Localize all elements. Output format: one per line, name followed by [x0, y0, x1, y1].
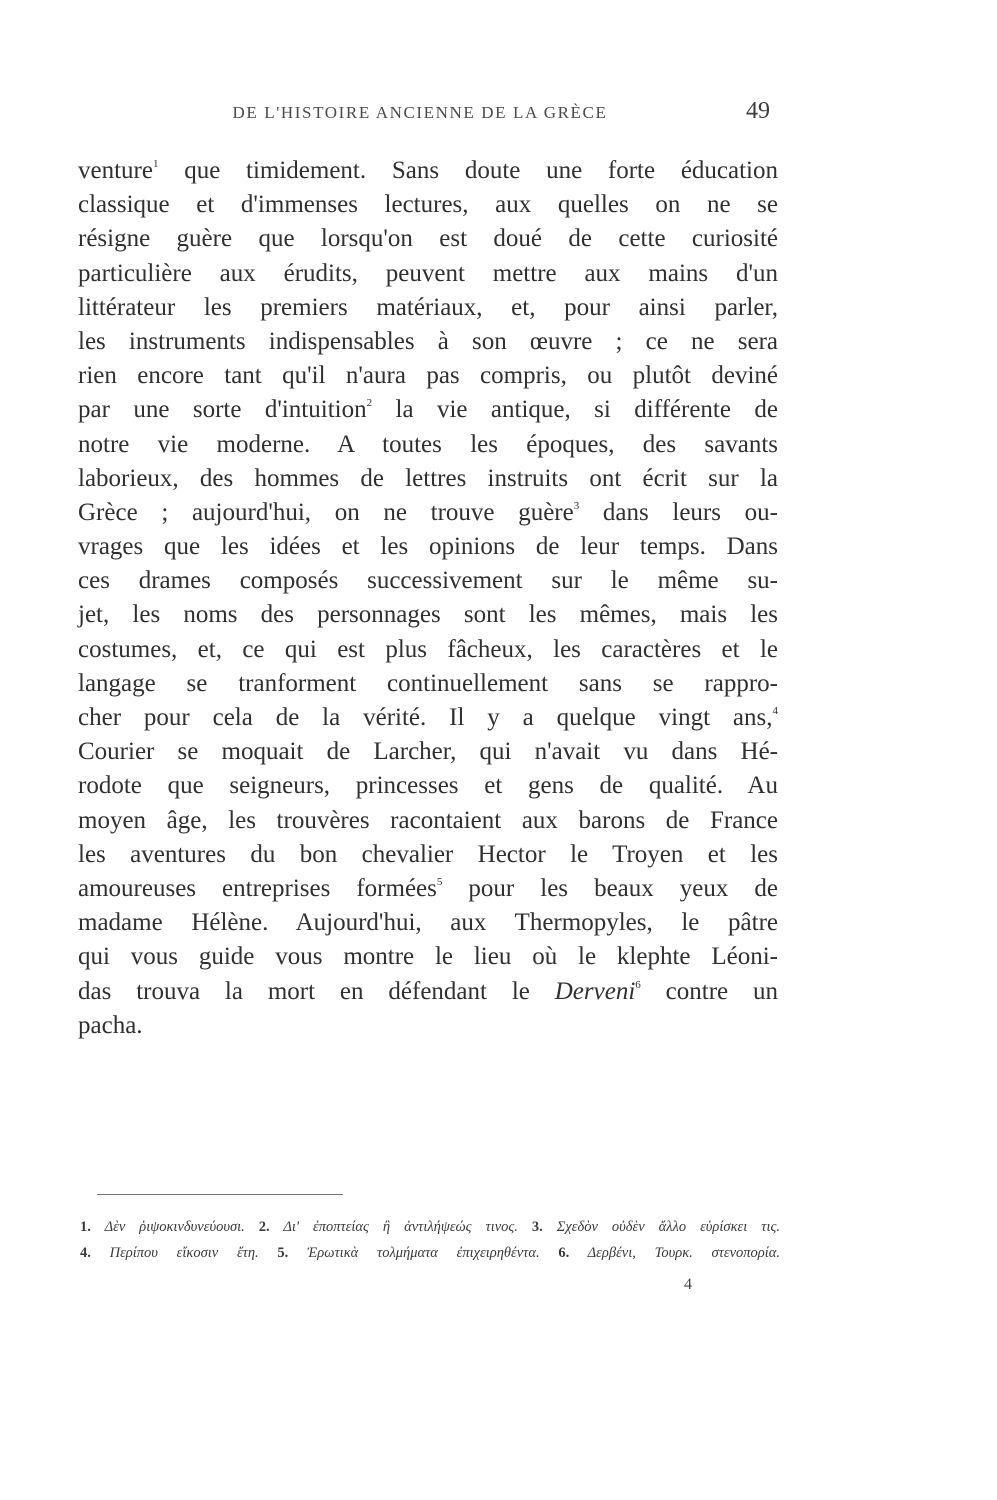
- line-text: littérateur les premiers matériaux, et, pour ainsi parler,: [78, 293, 778, 321]
- line-text: costumes, et, ce qui est plus fâcheux, les caractères et le: [78, 635, 778, 663]
- line-text: rodote que seigneurs, princesses et gens de qualité. Au: [78, 772, 778, 800]
- text-line: [78, 564, 778, 598]
- footnote-number: 1.: [80, 1219, 91, 1235]
- footnote-line: [80, 1214, 780, 1240]
- text-line: [78, 598, 778, 632]
- body-text: [78, 154, 778, 1043]
- text-line: [78, 1009, 778, 1043]
- text-line: [78, 906, 778, 940]
- line-text: jet, les noms des personnages sont les mêmes, mais les: [78, 601, 778, 629]
- line-text: particulière aux érudits, peuvent mettre aux mains d'un: [78, 259, 778, 287]
- text-line: [78, 325, 778, 359]
- footnote-ref: 1: [152, 158, 159, 170]
- line-text-tail: que timidement. Sans doute une forte éducation: [158, 157, 778, 184]
- footnote-number: 2.: [258, 1219, 270, 1235]
- signature-mark: 4: [684, 1276, 692, 1293]
- footnote-ref: 2: [366, 397, 373, 410]
- text-line: [78, 940, 778, 974]
- line-text: amoureuses entreprises formées: [78, 874, 437, 902]
- line-text: notre vie moderne. A toutes les époques, des savants: [78, 430, 778, 458]
- footnote-ref: 3: [573, 499, 580, 512]
- footnote-text: Δι' ἐποπτείας ἢ ἀντιλήψεώς τινος.: [269, 1219, 532, 1235]
- footnote-number: 4.: [80, 1245, 91, 1261]
- running-head: DE L'HISTOIRE ANCIENNE DE LA GRÈCE: [232, 103, 608, 122]
- text-line: [78, 667, 778, 701]
- text-line: [78, 975, 778, 1009]
- footnote-text: Δὲν ῥιψοκινδυνεύουσι.: [90, 1219, 259, 1235]
- line-text: résigne guère que lorsqu'on est doué de cette curiosité: [78, 225, 778, 253]
- text-line: [78, 872, 778, 906]
- text-line: [78, 359, 778, 393]
- footnote-number: 5.: [277, 1245, 289, 1261]
- line-text: Courier se moquait de Larcher, qui n'avait vu dans Hé-: [78, 738, 778, 766]
- footnote-ref: 6: [635, 978, 641, 991]
- text-line: [78, 838, 778, 872]
- text-line: [78, 530, 778, 564]
- line-text: vrages que les idées et les opinions de leur temps. Dans: [78, 533, 778, 561]
- line-text: les aventures du bon chevalier Hector le Troyen et les: [78, 840, 778, 868]
- footnotes: [80, 1214, 780, 1266]
- footnote-line: [80, 1240, 780, 1266]
- line-text: les instruments indispensables à son œuvre ; ce ne sera: [78, 327, 778, 355]
- line-text: madame Hélène. Aujourd'hui, aux Thermopyles, le pâtre: [78, 909, 778, 937]
- line-text: ces drames composés successivement sur le même su-: [78, 567, 778, 595]
- text-line: [78, 257, 778, 291]
- line-text-tail: contre un: [640, 977, 778, 1005]
- text-line: [78, 496, 778, 530]
- footnote-text: Ἐρωτικὰ τολμήματα ἐπιχειρηθέντα.: [288, 1245, 559, 1261]
- line-text: cher pour cela de la vérité. Il y a quelque vingt ans,: [78, 704, 773, 731]
- line-text: classique et d'immenses lectures, aux quelles on ne se: [78, 191, 778, 219]
- text-line: [78, 393, 778, 427]
- footnote-text: Περίπου εἴκοσιν ἔτη.: [90, 1245, 278, 1261]
- line-text: qui vous guide vous montre le lieu où le klephte Léoni-: [78, 943, 778, 971]
- line-text: langage se tranforment continuellement sans se rappro-: [78, 669, 778, 697]
- text-line: [78, 188, 778, 222]
- line-text-tail: dans leurs ou-: [579, 498, 778, 526]
- text-line: [78, 735, 778, 769]
- footnote-text: Σχεδὸν οὐδὲν ἄλλο εὑρίσκει τις.: [542, 1219, 780, 1235]
- footnote-number: 6.: [558, 1245, 570, 1261]
- footnote-text: Δερβένι, Τουρκ. στενοπορία.: [569, 1245, 781, 1261]
- footnote-number: 3.: [531, 1219, 543, 1235]
- text-line: [78, 804, 778, 838]
- line-text-tail: pour les beaux yeux de: [442, 874, 779, 902]
- line-text: pacha.: [78, 1011, 143, 1039]
- text-line: [78, 222, 778, 256]
- text-line: [78, 154, 778, 188]
- text-line: [78, 701, 778, 735]
- line-text-tail: la vie antique, si différente de: [372, 396, 778, 424]
- footnote-rule: [97, 1194, 343, 1195]
- line-text: laborieux, des hommes de lettres instruits ont écrit sur la: [78, 464, 778, 492]
- text-line: [78, 462, 778, 496]
- italic-word: Derveni: [554, 977, 636, 1005]
- line-text: rien encore tant qu'il n'aura pas compris, ou plutôt deviné: [78, 362, 778, 390]
- text-line: [78, 633, 778, 667]
- line-text: moyen âge, les trouvères racontaient aux barons de France: [78, 806, 778, 834]
- line-text: Grèce ; aujourd'hui, on ne trouve guère: [78, 498, 574, 526]
- line-text: par une sorte d'intuition: [78, 396, 367, 424]
- line-text: das trouva la mort en défendant le: [78, 977, 555, 1005]
- line-text: venture: [78, 157, 153, 184]
- text-line: [78, 428, 778, 462]
- text-line: [78, 769, 778, 803]
- text-line: [78, 291, 778, 325]
- page-number: 49: [746, 98, 770, 124]
- footnote-ref: 4: [772, 705, 778, 717]
- footnote-ref: 5: [436, 875, 443, 888]
